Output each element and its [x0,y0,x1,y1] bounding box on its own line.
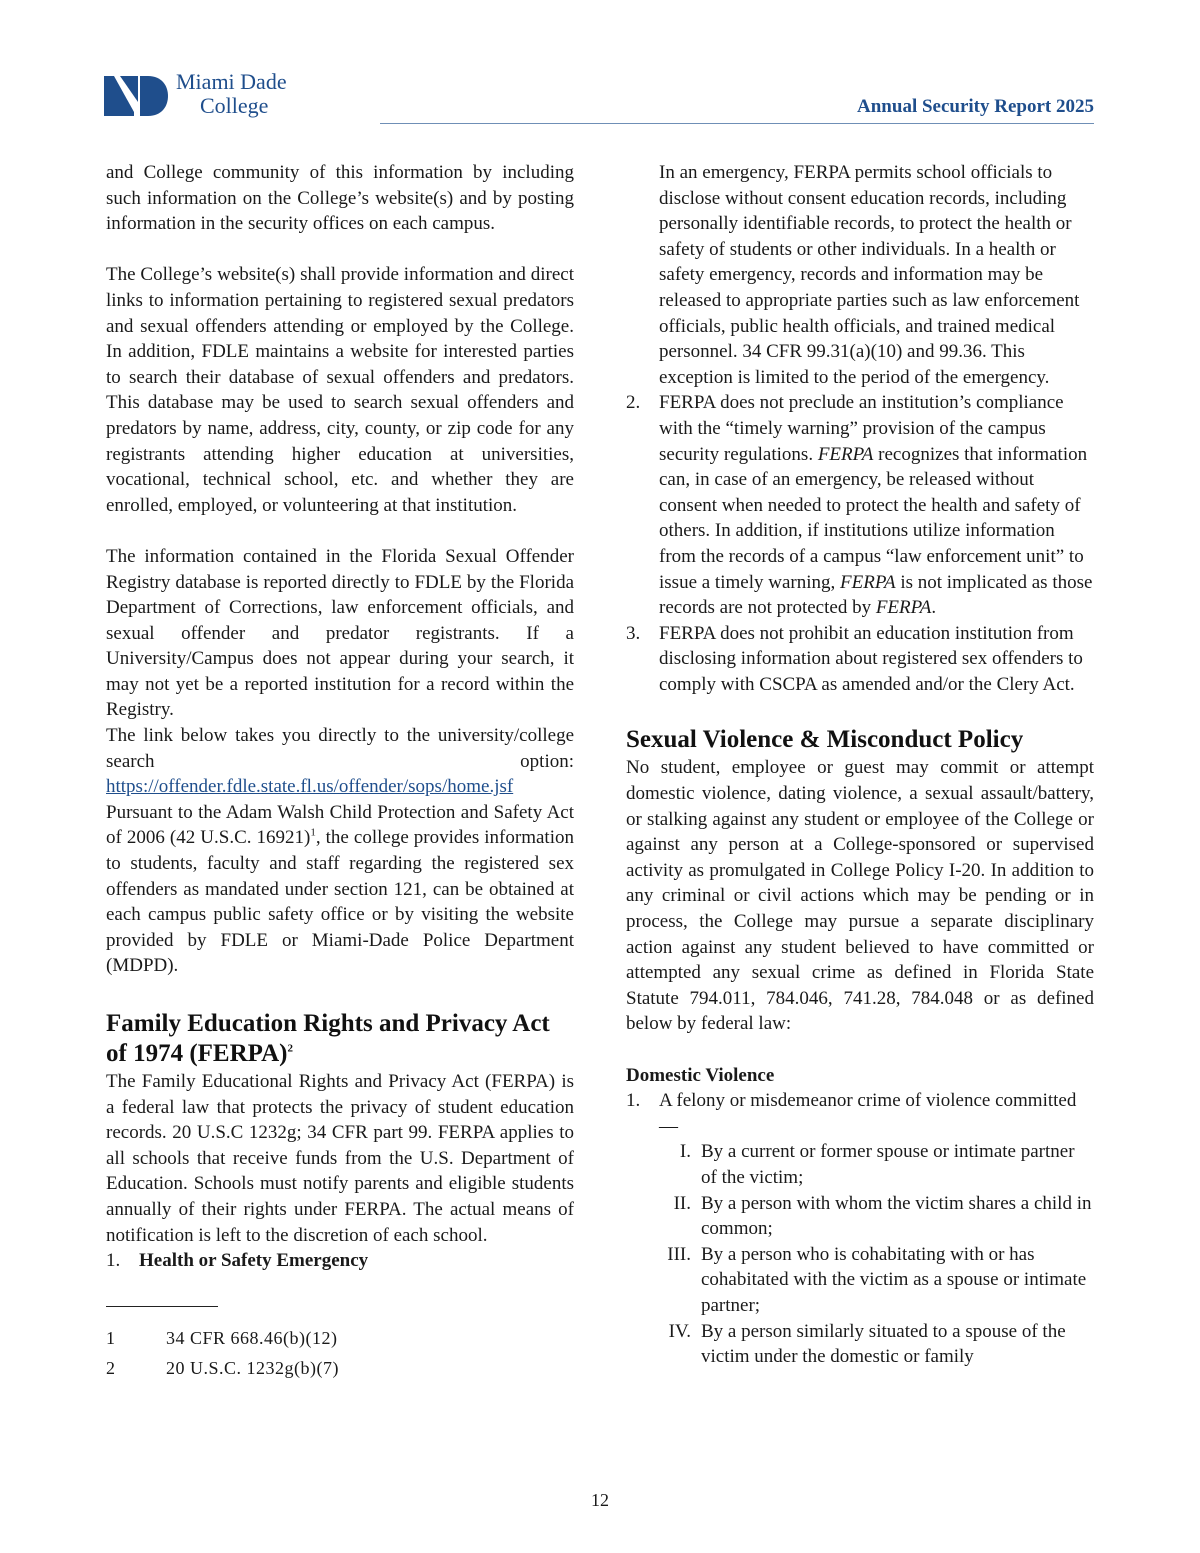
paragraph-registry: The information contained in the Florida Sexual Offender Registry database is reported directly to FDLE by the Florida Department of Corrections, law enforcement officials, and sexual offender and predator registrants. If a University/Campus does not appear during your search, it may not yet be a reported institution for a record within the Registry. [106,545,574,721]
college-name: Miami Dade College [176,69,287,118]
paragraph-intro: and College community of this information by including such information on the College’s website(s) and by posting information in the security offices on each campus. [106,162,574,235]
fdle-search-link[interactable]: https://offender.fdle.state.fl.us/offender/sops/home.jsf [106,776,514,798]
list-item-health-safety: 1. Health or Safety Emergency [106,1250,369,1272]
footnote-ref-1: 1 [310,827,316,840]
college-logo [104,70,314,120]
report-title: Annual Security Report 2025 [857,96,1094,117]
footnote-ref-2: 2 [287,1042,293,1055]
header-divider [380,123,1094,124]
roman-item: III. By a person who is cohabitating with or has cohabitated with the victim as a spouse or intimate partner; [667,1243,1087,1316]
paragraph-sexual-violence-policy: No student, employee or guest may commit or attempt domestic violence, dating violence, a sexual assault/battery, or stalking against any student or employee of the College or against any person at a College-sponsored or supervised activity as promulgated in College Policy I-20. In addition to any criminal or civil actions which may be pending or in process, the College may pursue a separate disciplinary action against any student believed to have committed or attempted any sexual crime as defined in Florida State Statute 794.011, 784.046, 741.28, 784.048 or as defined below by federal law: [626,757,1094,1035]
college-logo-mark [104,72,168,116]
footnote-divider [106,1306,218,1307]
roman-item: I. By a current or former spouse or intimate partner of the victim; [679,1141,1075,1188]
heading-domestic-violence: Domestic Violence [626,1064,775,1086]
list-item-2: 2. FERPA does not preclude an institution’s compliance with the “timely warning” provision of the campus security regulations. FERPA recognizes that information can, in case of an emergency, be released without consent when needed to protect the health and safety of others. In addition, if institutions utilize information from the records of a campus “law enforcement unit” to issue a timely warning, FERPA is not implicated as those records are not protected by FERPA. [626,392,1093,619]
paragraph-search-link: The link below takes you directly to the university/college search option: https://offender.fdle.state.fl.us/offender/sops/home.jsf [106,725,574,798]
list-item-1-text: In an emergency, FERPA permits school officials to disclose without consent education records, including personally identifiable records, to protect the health or safety of students or other individuals. In a health or safety emergency, records and information may be released to appropriate parties such as law enforcement officials, public health officials, and trained medical personnel. 34 CFR 99.31(a)(10) and 99.36. This exception is limited to the period of the emergency. [659,162,1080,388]
right-column [626,160,1094,1370]
paragraph-website-links: The College’s website(s) shall provide information and direct links to information pertaining to registered sexual predators and sexual offenders attending or employed by the College. In addition, FDLE maintains a website for interested parties to search their database of sexual offenders and predators. This database may be used to search sexual offenders and predators by name, address, city, county, or zip code for any registrants attending higher education at universities, vocational, technical school, etc. and whether they are enrolled, employed, or volunteering at that institution. [106,264,574,516]
list-item-domestic-violence-1: 1. A felony or misdemeanor crime of violence committed — [626,1090,1077,1137]
footnote-2: 2 20 U.S.C. 1232g(b)(7) [106,1357,339,1378]
paragraph-adam-walsh: Pursuant to the Adam Walsh Child Protection and Safety Act of 2006 (42 U.S.C. 16921)$^1$, the college provides information to students, faculty and staff regarding the registered sex offenders as mandated under section 121, can be obtained at each campus public safety office or by visiting the website provided by FDLE or Miami-Dade Police Department (MDPD). [106,801,574,977]
heading-ferpa: Family Education Rights and Privacy Act of 1974 (FERPA)$^2$ [106,1010,550,1067]
roman-item: II. By a person with whom the victim shares a child in common; [673,1192,1092,1240]
paragraph-ferpa: The Family Educational Rights and Privacy Act (FERPA) is a federal law that protects the privacy of student education records. 20 U.S.C 1232g; 34 CFR part 99. FERPA applies to all schools that receive funds from the U.S. Department of Education. Schools must notify parents and eligible students annually of their rights under FERPA. The actual means of notification is left to the discretion of each school. [106,1071,574,1246]
heading-sexual-violence-policy: Sexual Violence & Misconduct Policy [626,726,1024,754]
page-number: 12 [591,1490,609,1510]
roman-item: IV. By a person similarly situated to a spouse of the victim under the domestic or family [668,1320,1066,1368]
footnote-1: 1 34 CFR 668.46(b)(12) [106,1327,338,1348]
left-column [106,160,574,1383]
list-item-3: 3. FERPA does not prohibit an education institution from disclosing information about registered sex offenders to comply with CSCPA as amended and/or the Clery Act. [626,622,1083,695]
